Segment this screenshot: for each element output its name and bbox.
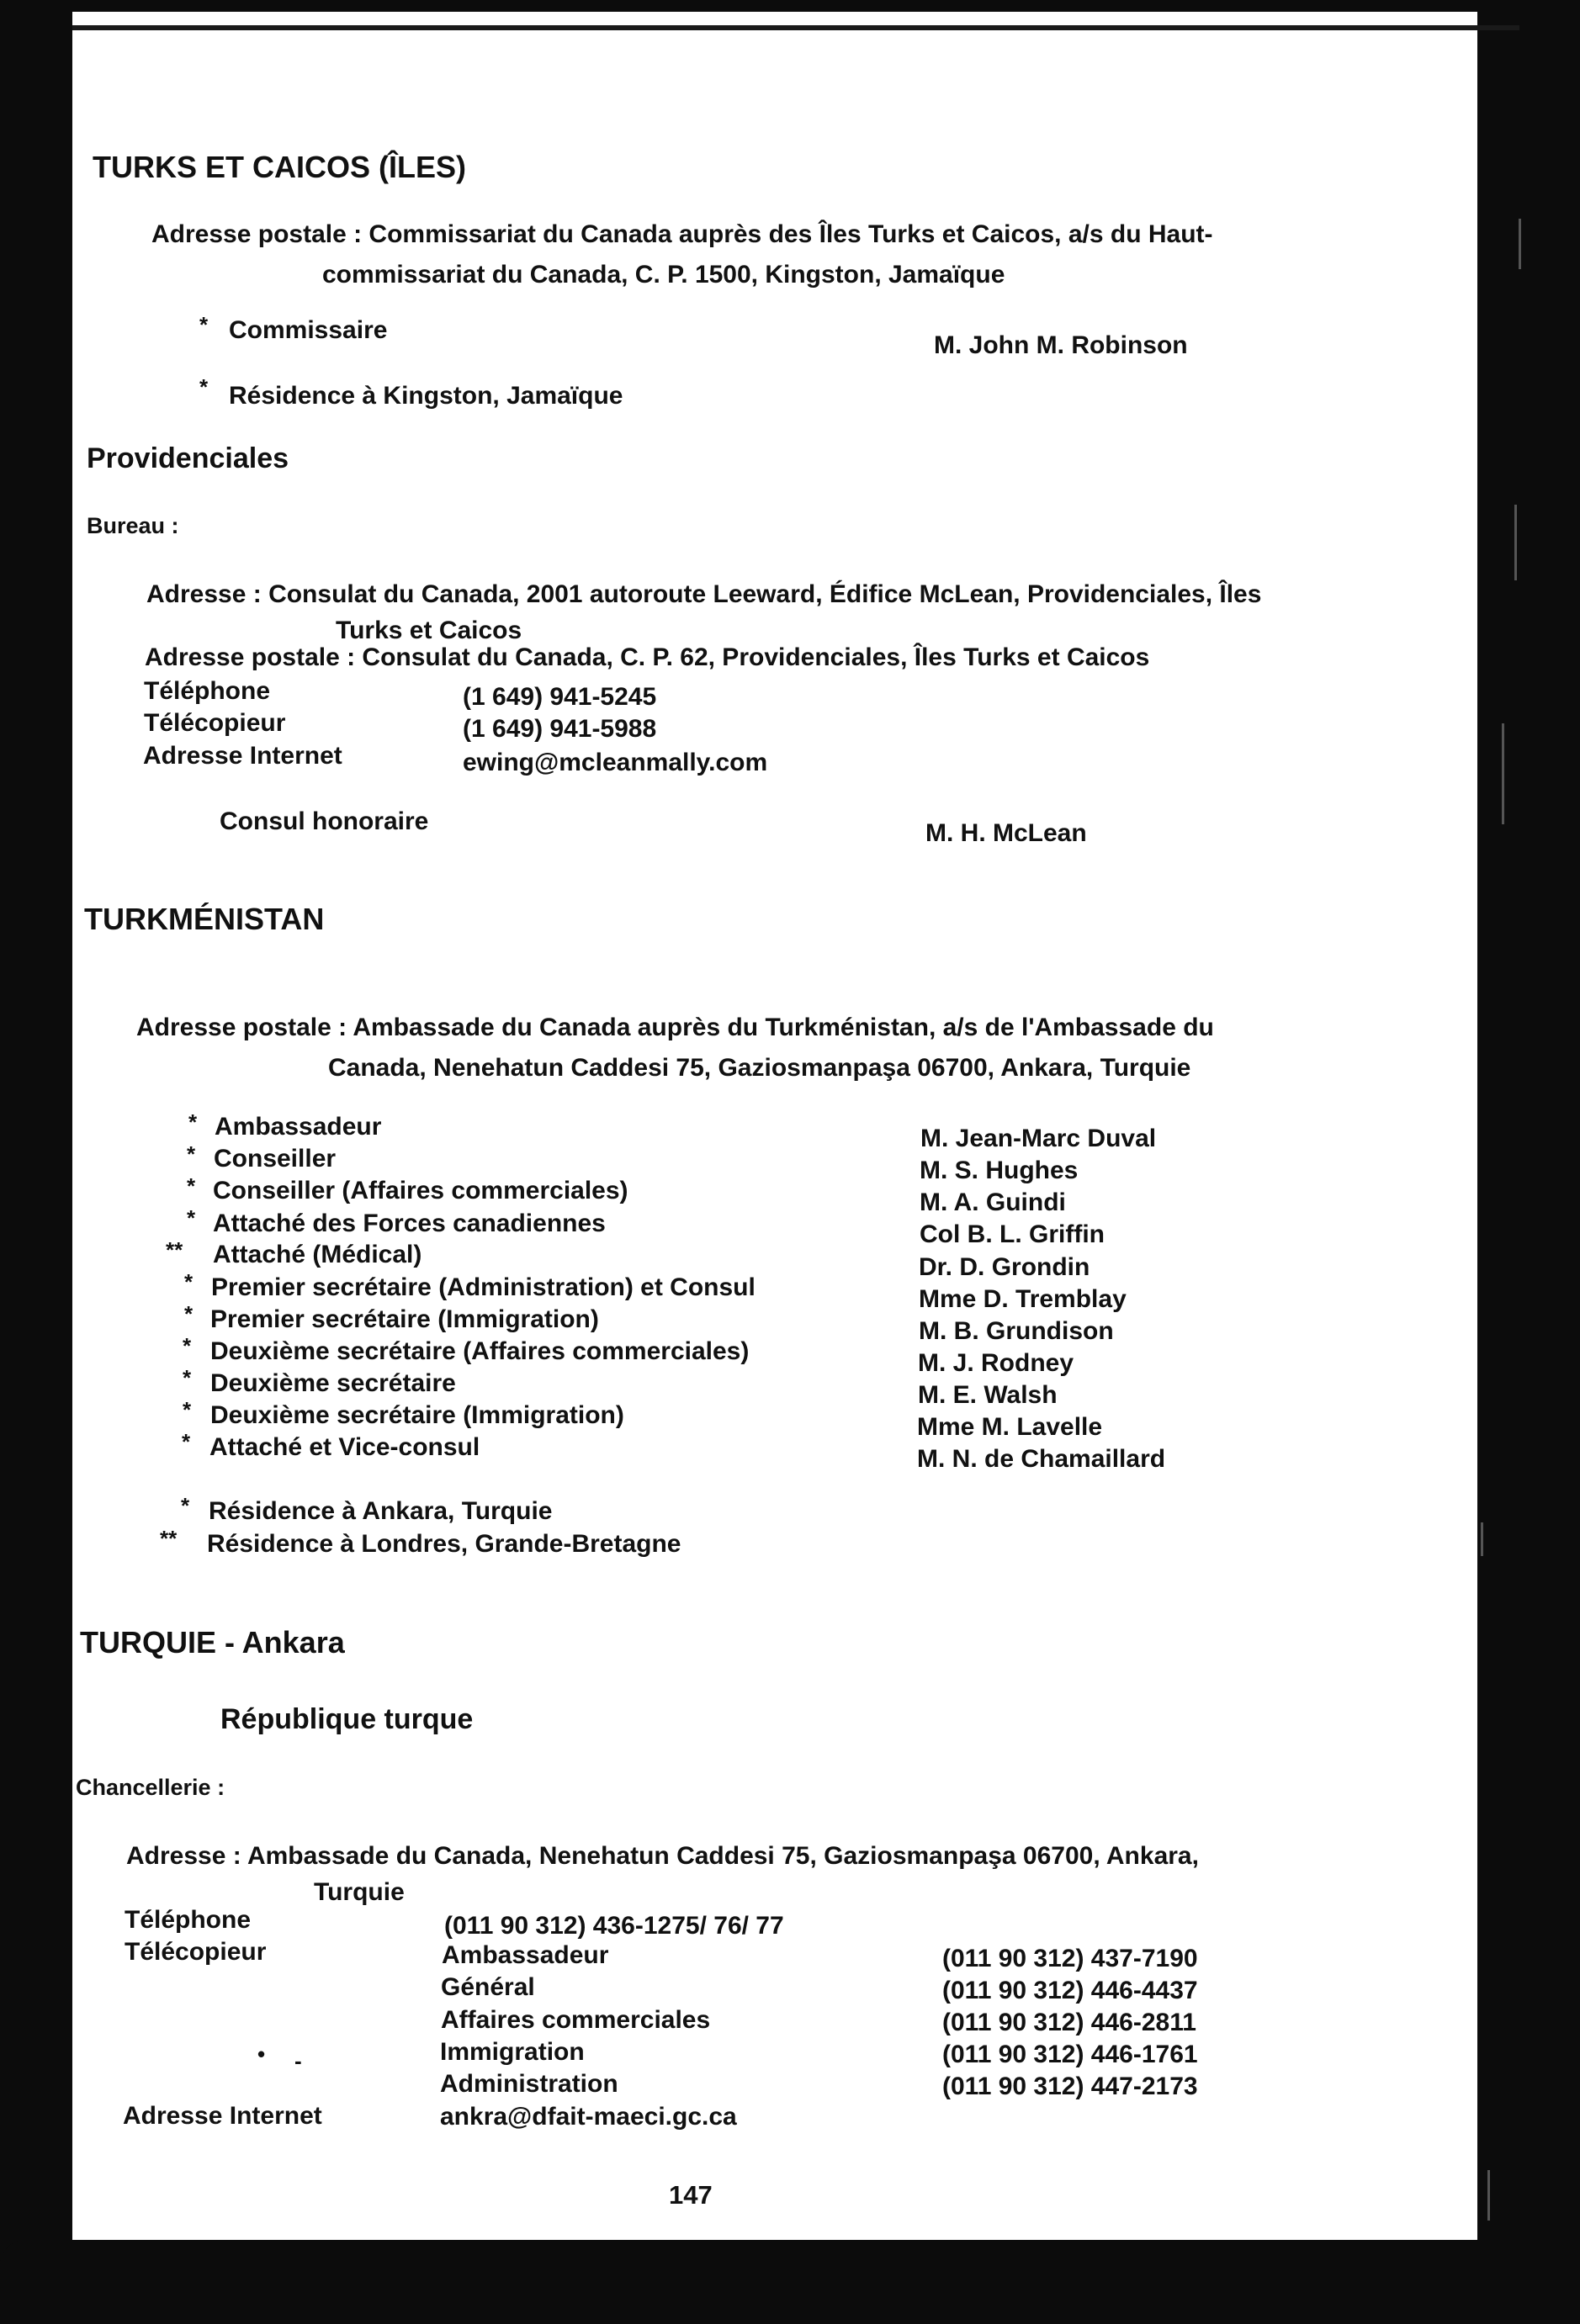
chancellerie-label: Chancellerie : — [76, 1775, 225, 1800]
staff-mark: * — [184, 1269, 194, 1294]
staff-mark: * — [187, 1173, 196, 1199]
scan-mark: • — [257, 2041, 266, 2067]
staff-role: Premier secrétaire (Immigration) — [210, 1305, 599, 1333]
section-heading-turquie: TURQUIE - Ankara — [80, 1625, 345, 1660]
staff-mark: * — [187, 1141, 196, 1167]
fax-line-label: Ambassadeur — [442, 1941, 609, 1969]
turks-postal-line-1: Adresse postale : Commissariat du Canada auprès des Îles Turks et Caicos, a/s du Haut- — [151, 220, 1213, 248]
turkmenistan-postal-line-1: Adresse postale : Ambassade du Canada auprès du Turkménistan, a/s de l'Ambassade du — [136, 1014, 1214, 1041]
fax-line-label: Immigration — [440, 2038, 585, 2066]
scan-right-edge — [1472, 0, 1477, 2324]
consul-honoraire-name: M. H. McLean — [925, 819, 1087, 847]
bureau-label: Bureau : — [87, 513, 179, 538]
section-heading-turkmenistan: TURKMÉNISTAN — [84, 902, 325, 936]
fax-line-label: Général — [441, 1973, 535, 2001]
commissaire-role: Commissaire — [229, 316, 388, 344]
staff-role: Deuxième secrétaire — [210, 1369, 456, 1397]
staff-role: Conseiller — [214, 1145, 337, 1173]
staff-role: Premier secrétaire (Administration) et Consul — [211, 1273, 756, 1301]
providenciales-fax-value: (1 649) 941-5988 — [463, 715, 657, 743]
staff-role: Ambassadeur — [215, 1113, 382, 1141]
residence-mark: * — [181, 1493, 190, 1518]
staff-name: Mme D. Tremblay — [919, 1285, 1127, 1313]
scan-speck — [1487, 2170, 1490, 2221]
providenciales-postal: Adresse postale : Consulat du Canada, C. P. 62, Providenciales, Îles Turks et Caicos — [145, 643, 1150, 671]
turquie-address-line-1: Adresse : Ambassade du Canada, Nenehatun Caddesi 75, Gaziosmanpaşa 06700, Ankara, — [126, 1842, 1199, 1870]
turks-postal-line-2: commissariat du Canada, C. P. 1500, Kingston, Jamaïque — [322, 261, 1005, 289]
providenciales-web-label: Adresse Internet — [143, 742, 342, 770]
providenciales-address-line-1: Adresse : Consulat du Canada, 2001 autoroute Leeward, Édifice McLean, Providenciales, Îles — [146, 580, 1262, 608]
turquie-tel-value: (011 90 312) 436-1275/ 76/ 77 — [444, 1912, 784, 1940]
staff-name: M. N. de Chamaillard — [917, 1445, 1166, 1473]
fax-line-value: (011 90 312) 446-1761 — [942, 2041, 1198, 2068]
turquie-web-value: ankra@dfait-maeci.gc.ca — [440, 2103, 737, 2131]
providenciales-web-value: ewing@mcleanmally.com — [463, 749, 768, 776]
staff-mark: * — [184, 1301, 194, 1326]
staff-name: Col B. L. Griffin — [920, 1220, 1105, 1248]
scan-left-border — [0, 0, 72, 2324]
section-heading-turks: TURKS ET CAICOS (ÎLES) — [93, 150, 467, 184]
turquie-web-label: Adresse Internet — [123, 2102, 322, 2130]
scan-speck — [1481, 1522, 1483, 1556]
fax-line-value: (011 90 312) 437-7190 — [942, 1945, 1198, 1972]
staff-name: Dr. D. Grondin — [919, 1253, 1090, 1281]
staff-name: M. J. Rodney — [918, 1349, 1074, 1377]
subsection-heading-providenciales: Providenciales — [87, 442, 289, 474]
scan-speck — [1514, 505, 1517, 580]
scan-speck — [1519, 219, 1521, 269]
turquie-address-line-2: Turquie — [314, 1878, 405, 1906]
staff-role: Attaché des Forces canadiennes — [213, 1210, 606, 1237]
staff-mark: * — [183, 1397, 192, 1422]
staff-role: Deuxième secrétaire (Immigration) — [210, 1401, 624, 1429]
staff-role: Attaché et Vice-consul — [209, 1433, 480, 1461]
providenciales-fax-label: Télécopieur — [144, 709, 286, 737]
residence-ankara: Résidence à Ankara, Turquie — [209, 1497, 553, 1525]
staff-name: M. E. Walsh — [918, 1381, 1058, 1409]
turquie-subheading: République turque — [220, 1703, 474, 1735]
turquie-tel-label: Téléphone — [125, 1906, 252, 1934]
providenciales-address-line-2: Turks et Caicos — [336, 617, 522, 644]
staff-mark: * — [188, 1109, 198, 1135]
scan-mark: - — [294, 2048, 302, 2073]
top-rule — [72, 25, 1519, 30]
commissaire-name: M. John M. Robinson — [934, 331, 1188, 359]
scan-top-border — [0, 0, 1580, 12]
turks-residence: Résidence à Kingston, Jamaïque — [229, 382, 623, 410]
turkmenistan-postal-line-2: Canada, Nenehatun Caddesi 75, Gaziosmanpaşa 06700, Ankara, Turquie — [328, 1054, 1191, 1082]
staff-name: M. B. Grundison — [919, 1317, 1114, 1345]
staff-role: Conseiller (Affaires commerciales) — [213, 1177, 628, 1204]
staff-name: M. Jean-Marc Duval — [920, 1125, 1157, 1152]
bullet-mark: * — [199, 374, 209, 400]
fax-line-value: (011 90 312) 446-4437 — [942, 1977, 1198, 2004]
residence-mark: ** — [160, 1526, 178, 1551]
staff-name: M. A. Guindi — [920, 1188, 1066, 1216]
staff-mark: * — [183, 1365, 192, 1390]
page-number: 147 — [669, 2180, 713, 2210]
staff-role: Attaché (Médical) — [213, 1241, 422, 1268]
staff-mark: * — [182, 1429, 191, 1454]
staff-name: M. S. Hughes — [920, 1157, 1079, 1184]
scan-bottom-border — [0, 2240, 1580, 2324]
consul-honoraire-role: Consul honoraire — [220, 807, 429, 835]
staff-mark: * — [187, 1205, 196, 1231]
fax-line-value: (011 90 312) 446-2811 — [942, 2009, 1196, 2036]
providenciales-tel-value: (1 649) 941-5245 — [463, 683, 657, 711]
staff-mark: ** — [166, 1237, 183, 1263]
fax-line-value: (011 90 312) 447-2173 — [942, 2073, 1198, 2100]
staff-name: Mme M. Lavelle — [917, 1413, 1103, 1441]
providenciales-tel-label: Téléphone — [144, 677, 271, 705]
scan-right-border — [1477, 0, 1580, 2324]
staff-mark: * — [183, 1333, 192, 1358]
residence-londres: Résidence à Londres, Grande-Bretagne — [207, 1530, 681, 1558]
fax-line-label: Affaires commerciales — [441, 2006, 711, 2034]
scan-speck — [1502, 723, 1504, 824]
turquie-fax-label: Télécopieur — [125, 1938, 267, 1966]
fax-line-label: Administration — [440, 2070, 618, 2098]
staff-role: Deuxième secrétaire (Affaires commerciales) — [210, 1337, 750, 1365]
bullet-mark: * — [199, 312, 209, 337]
